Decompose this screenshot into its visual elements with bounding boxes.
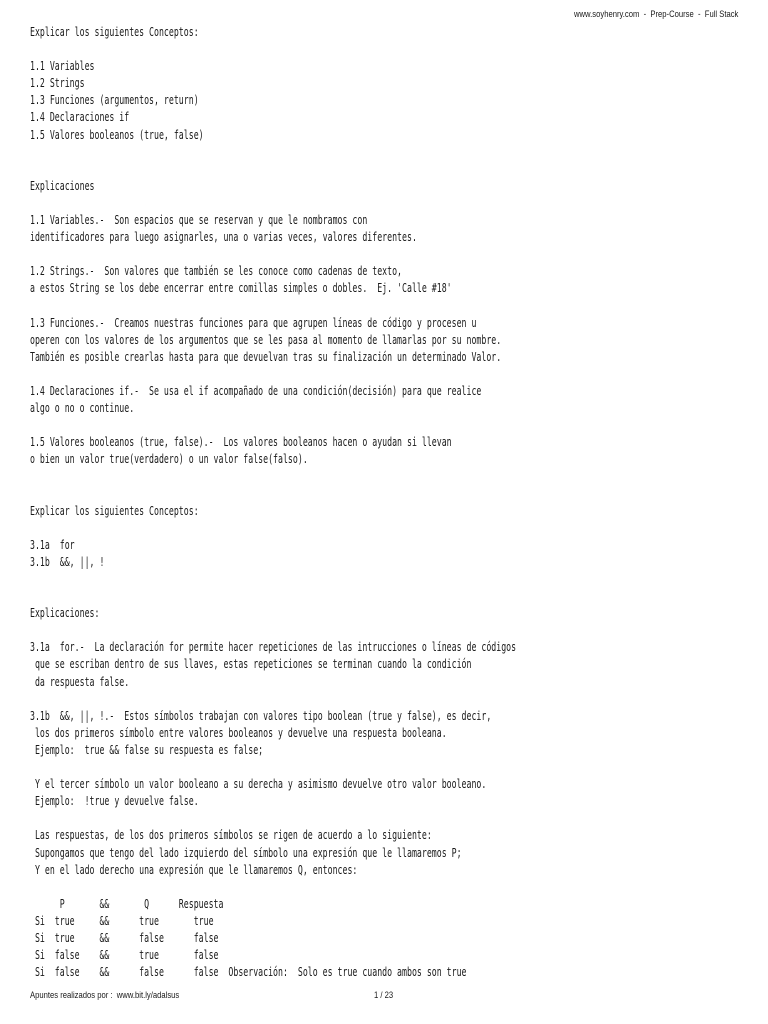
text-line <box>30 622 512 639</box>
text-line <box>30 520 512 537</box>
text-line <box>30 468 512 485</box>
text-line: Supongamos que tengo del lado izquierdo del símbolo una expresión que le llamaremos P; <box>30 845 462 860</box>
text-line: Si true && false false <box>30 930 219 945</box>
text-line: 1.3 Funciones.- Creamos nuestras funciones para que agrupen líneas de código y procesen u <box>30 315 477 330</box>
text-line: los dos primeros símbolo entre valores booleanos y devuelve una respuesta booleana. <box>30 725 447 740</box>
text-line <box>30 144 512 161</box>
text-line <box>30 41 512 58</box>
text-line: 3.1b &&, ||, !.- Estos símbolos trabajan con valores tipo boolean (true y false), es decir, <box>30 708 492 723</box>
text-line: da respuesta false. <box>30 674 130 689</box>
text-line <box>30 298 512 315</box>
text-line: 3.1a for <box>30 537 75 552</box>
text-line: identificadores para luego asignarles, una o varias veces, valores diferentes. <box>30 230 417 245</box>
text-line <box>30 691 512 708</box>
text-line: Ejemplo: true && false su respuesta es false; <box>30 742 264 757</box>
text-line: 3.1b &&, ||, ! <box>30 554 105 569</box>
text-line: operen con los valores de los argumentos que se les pasa al momento de llamarlas por su nombre. <box>30 332 502 347</box>
text-line: Explicar los siguientes Conceptos: <box>30 503 199 518</box>
text-line: 1.1 Variables <box>30 59 95 74</box>
text-line: Las respuestas, de los dos primeros símbolos se rigen de acuerdo a lo siguiente: <box>30 828 432 843</box>
text-line <box>30 417 512 434</box>
text-line <box>30 759 512 776</box>
text-line <box>30 161 512 178</box>
text-line: algo o no o continue. <box>30 401 135 416</box>
text-line <box>30 588 512 605</box>
text-line <box>30 571 512 588</box>
footer-credit: Apuntes realizados por : www.bit.ly/adalsus <box>30 990 180 1000</box>
document-body <box>30 24 517 981</box>
page-header: www.soyhenry.com - Prep-Course - Full Stack <box>573 9 738 19</box>
text-line <box>30 195 512 212</box>
text-line: Y el tercer símbolo un valor booleano a su derecha y asimismo devuelve otro valor booleano. <box>30 777 487 792</box>
text-line <box>30 246 512 263</box>
text-line: P && Q Respuesta <box>30 896 224 911</box>
text-line: Ejemplo: !true y devuelve false. <box>30 794 199 809</box>
text-line: Si false && false false Observación: Solo es true cuando ambos son true <box>30 965 467 980</box>
text-line: 1.4 Declaraciones if <box>30 110 130 125</box>
text-line: o bien un valor true(verdadero) o un valor false(falso). <box>30 452 308 467</box>
text-line: 1.1 Variables.- Son espacios que se reservan y que le nombramos con <box>30 213 368 228</box>
text-line <box>30 879 512 896</box>
text-line: Si true && true true <box>30 913 214 928</box>
page-number: 1 / 23 <box>374 990 394 1000</box>
text-line <box>30 366 512 383</box>
text-line: 1.2 Strings <box>30 76 85 91</box>
text-line: a estos String se los debe encerrar entre comillas simples o dobles. Ej. 'Calle #18' <box>30 281 452 296</box>
text-line: que se escriban dentro de sus llaves, estas repeticiones se terminan cuando la condición <box>30 657 472 672</box>
text-line: 1.2 Strings.- Son valores que también se les conoce como cadenas de texto, <box>30 264 403 279</box>
text-line: 1.4 Declaraciones if.- Se usa el if acompañado de una condición(decisión) para que realice <box>30 383 482 398</box>
text-line: 1.3 Funciones (argumentos, return) <box>30 93 199 108</box>
text-line: Explicaciones: <box>30 606 100 621</box>
text-line: 1.5 Valores booleanos (true, false) <box>30 127 204 142</box>
text-line <box>30 486 512 503</box>
text-line: Si false && true false <box>30 948 219 963</box>
text-line: Y en el lado derecho una expresión que le llamaremos Q, entonces: <box>30 862 358 877</box>
text-line: También es posible crearlas hasta para que devuelvan tras su finalización un determinado Valor. <box>30 349 502 364</box>
text-line: 3.1a for.- La declaración for permite hacer repeticiones de las intrucciones o líneas de códigos <box>30 640 517 655</box>
text-line: Explicar los siguientes Conceptos: <box>30 25 199 39</box>
text-line: Explicaciones <box>30 178 95 193</box>
text-line <box>30 810 512 827</box>
text-line: 1.5 Valores booleanos (true, false).- Los valores booleanos hacen o ayudan si llevan <box>30 435 452 450</box>
